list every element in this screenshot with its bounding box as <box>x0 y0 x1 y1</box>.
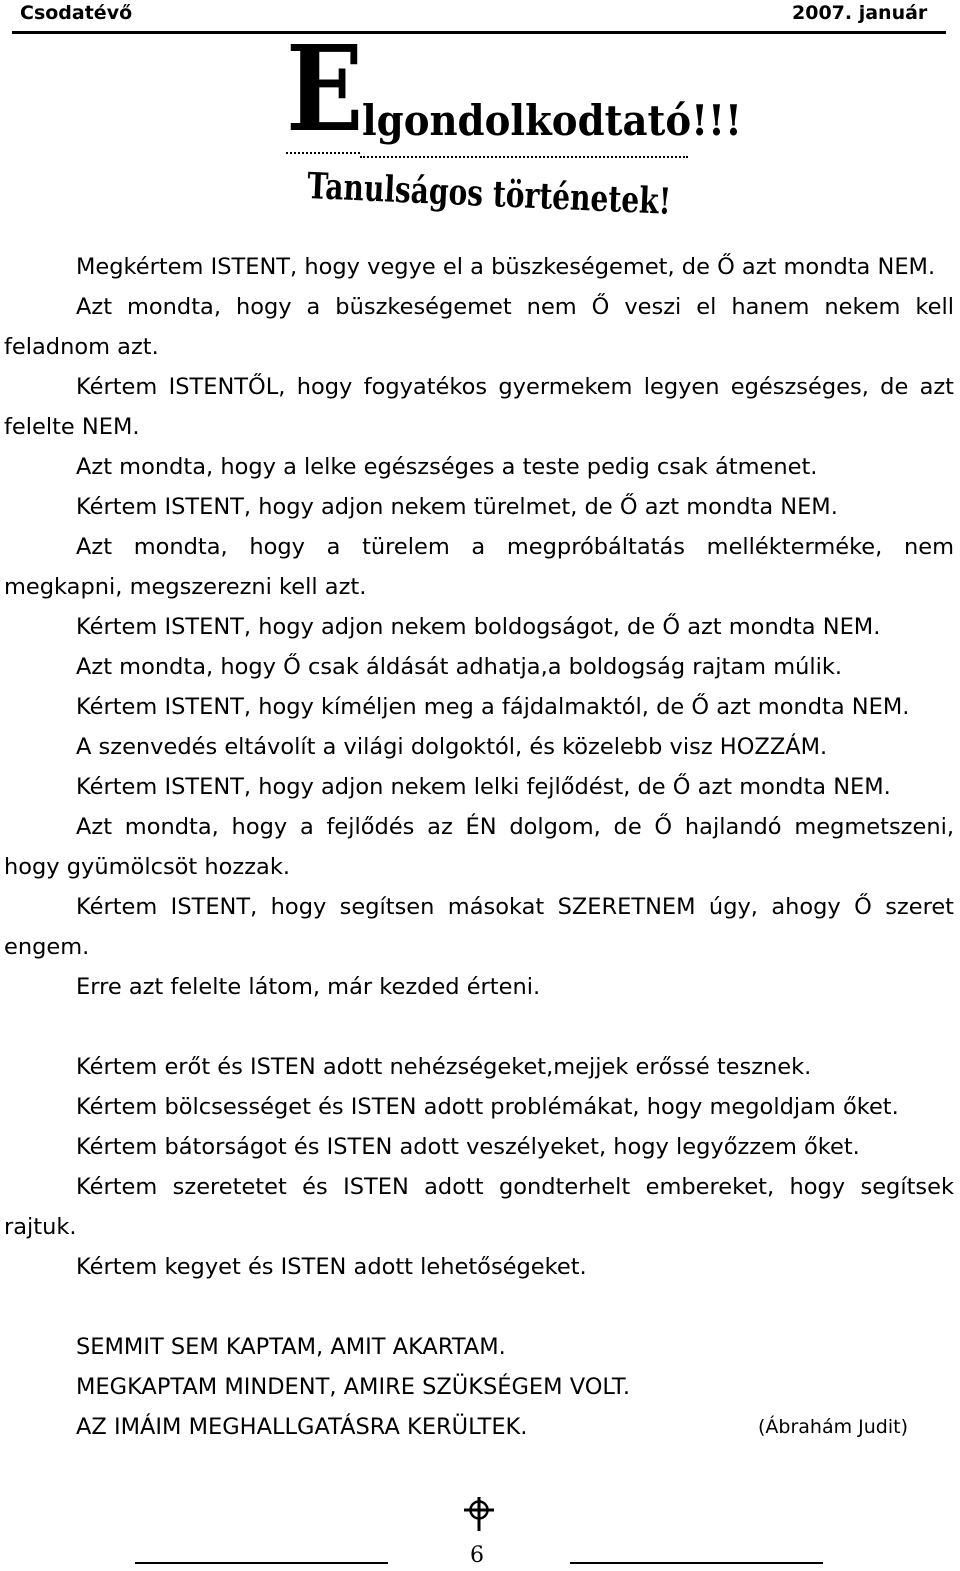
spacer <box>4 1287 954 1327</box>
closing-line: AZ IMÁIM MEGHALLGATÁSRA KERÜLTEK. <box>76 1414 528 1440</box>
title-initial-underline <box>286 152 360 154</box>
spacer <box>4 1007 954 1047</box>
page-number: 6 <box>470 1543 484 1568</box>
paragraph: Kértem ISTENT, hogy adjon nekem boldogságot, de Ő azt mondta NEM. <box>76 614 881 640</box>
title-initial: E <box>286 19 364 158</box>
paragraph: Azt mondta, hogy a büszkeségemet nem Ő veszi el hanem nekem kell feladnom azt. <box>4 294 954 360</box>
paragraph: Kértem ISTENT, hogy segítsen másokat SZERETNEM úgy, ahogy Ő szeret engem. <box>4 894 954 960</box>
title-text: lgondolkodtató!!! <box>362 96 742 145</box>
paragraph: Erre azt felelte látom, már kezded érteni. <box>76 974 541 1000</box>
header-rule <box>12 31 946 34</box>
paragraph: Kértem erőt és ISTEN adott nehézségeket,mejjek erőssé tesznek. <box>76 1054 812 1080</box>
article-body <box>4 247 954 1447</box>
title-underline <box>360 156 688 158</box>
paragraph: Kértem szeretetet és ISTEN adott gondterhelt embereket, hogy segítsek rajtuk. <box>4 1174 954 1240</box>
page-footer <box>0 1490 960 1571</box>
paragraph: Kértem ISTENTŐL, hogy fogyatékos gyermekem legyen egészséges, de azt felelte NEM. <box>4 374 954 440</box>
paragraph: Kértem bölcsességet és ISTEN adott problémákat, hogy megoldjam őket. <box>76 1094 899 1120</box>
paragraph: Azt mondta, hogy Ő csak áldását adhatja,a boldogság rajtam múlik. <box>76 654 843 680</box>
closing-line: SEMMIT SEM KAPTAM, AMIT AKARTAM. <box>76 1334 506 1360</box>
paragraph: Kértem kegyet és ISTEN adott lehetőségeket. <box>76 1254 587 1280</box>
closing-row <box>4 1407 954 1447</box>
paragraph: Kértem bátorságot és ISTEN adott veszélyeket, hogy legyőzzem őket. <box>76 1134 860 1160</box>
paragraph: Kértem ISTENT, hogy kíméljen meg a fájdalmaktól, de Ő azt mondta NEM. <box>76 694 910 720</box>
closing-line: MEGKAPTAM MINDENT, AMIRE SZÜKSÉGEM VOLT. <box>76 1374 631 1400</box>
footer-rule-right <box>570 1562 823 1564</box>
paragraph: Azt mondta, hogy a fejlődés az ÉN dolgom, de Ő hajlandó megmetszeni, hogy gyümölcsöt hozzak. <box>4 814 954 880</box>
title-block <box>280 19 742 230</box>
paragraph: Azt mondta, hogy a lelke egészséges a teste pedig csak átmenet. <box>76 454 818 480</box>
footer-rule-left <box>135 1562 388 1564</box>
page-header <box>0 0 960 36</box>
header-publication: Csodatévő <box>20 2 133 24</box>
paragraph: Kértem ISTENT, hogy adjon nekem lelki fejlődést, de Ő azt mondta NEM. <box>76 774 891 800</box>
paragraph: Azt mondta, hogy a türelem a megpróbáltatás mellékterméke, nem megkapni, megszerezni kell azt. <box>4 534 954 600</box>
paragraph: A szenvedés eltávolít a világi dolgoktól, és közelebb visz HOZZÁM. <box>76 734 828 760</box>
paragraph: Kértem ISTENT, hogy adjon nekem türelmet, de Ő azt mondta NEM. <box>76 494 838 520</box>
subtitle: Tanulságos történetek! <box>306 165 672 223</box>
paragraph: Megkértem ISTENT, hogy vegye el a büszkeségemet, de Ő azt mondta NEM. <box>76 254 936 280</box>
author-signature: (Ábrahám Judit) <box>758 1416 909 1438</box>
header-date: 2007. január <box>792 2 928 24</box>
celtic-cross-icon <box>462 1496 496 1532</box>
